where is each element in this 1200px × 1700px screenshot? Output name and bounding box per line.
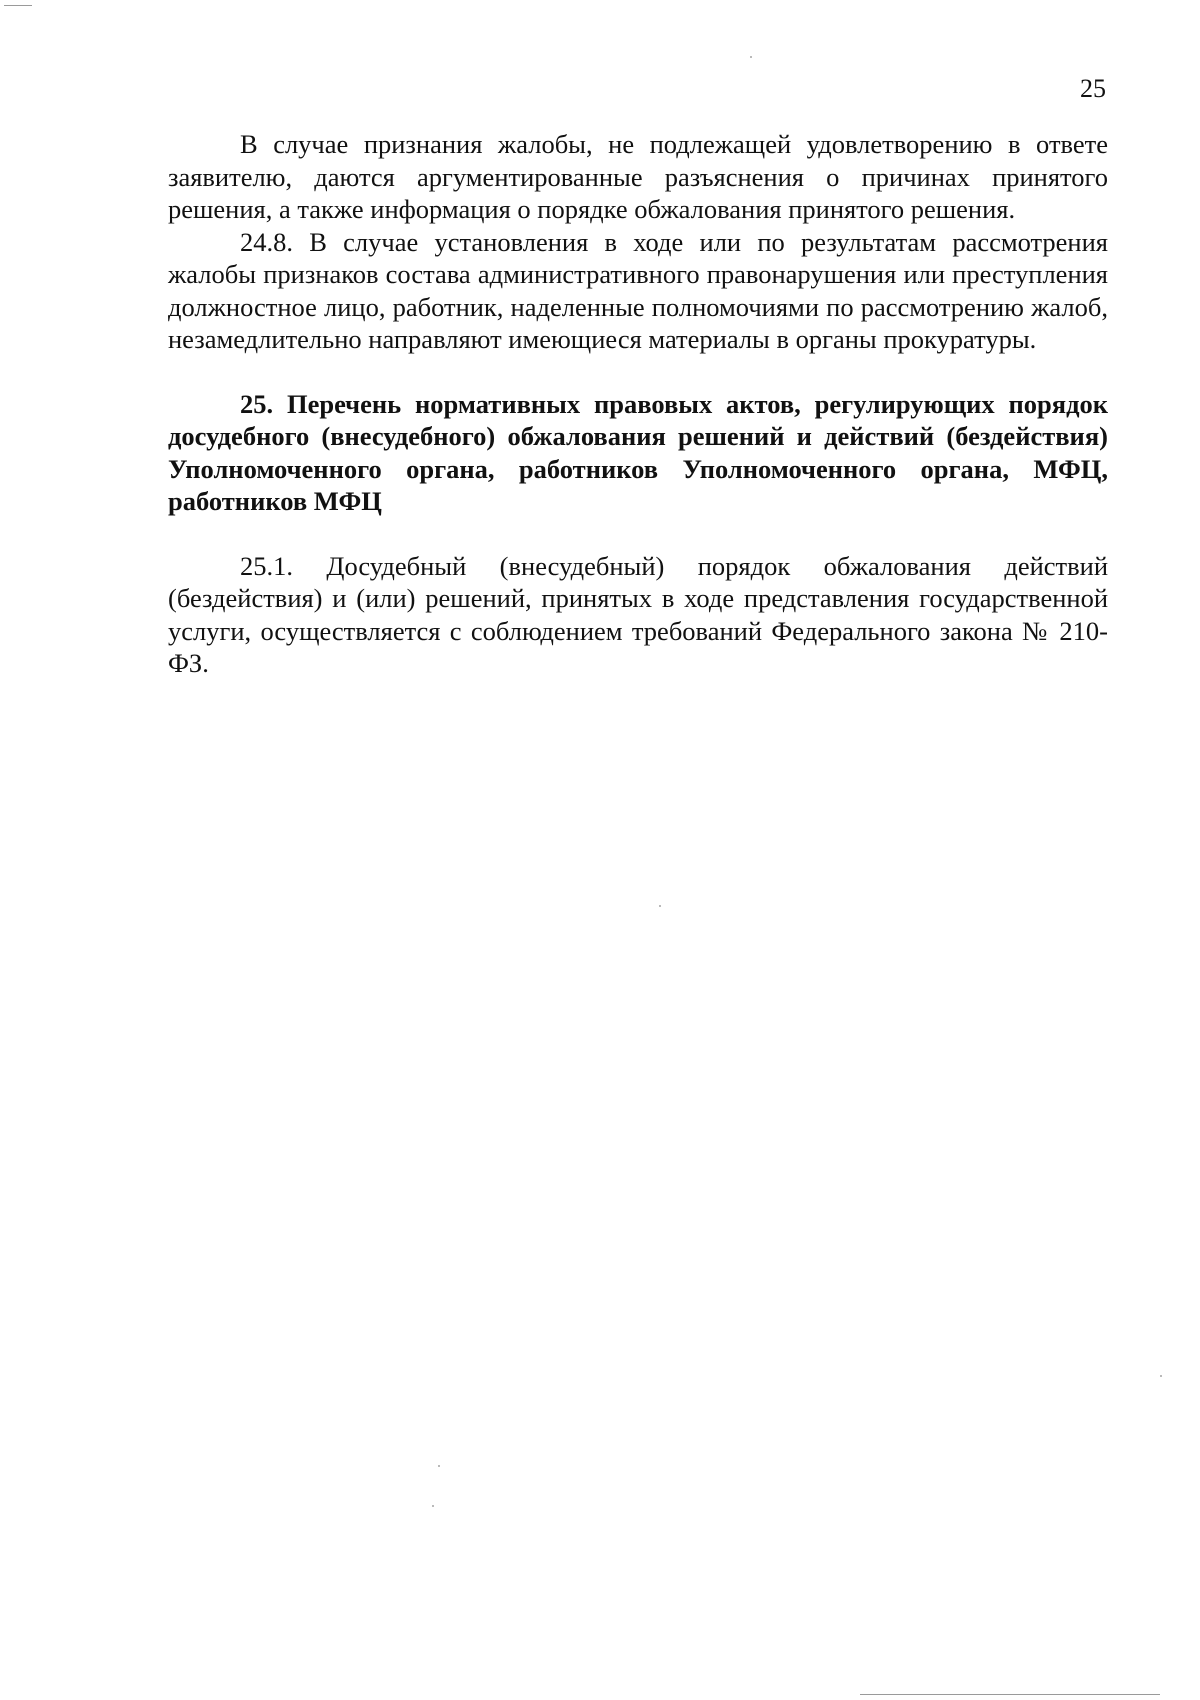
scan-artifact-bottom-edge xyxy=(860,1694,1160,1695)
scan-speck xyxy=(438,1465,440,1467)
scan-speck xyxy=(432,1505,434,1507)
scan-speck xyxy=(659,905,661,907)
scan-speck xyxy=(1160,1375,1162,1377)
paragraph-24-8: 24.8. В случае установления в ходе или по результатам рассмотрения жалобы признаков состава административного правонарушения или преступления должностное лицо, работник, наделенные полномочиями по рассмотрению жалоб, незамедлительно направляют имеющиеся материалы в органы прокуратуры. xyxy=(168,226,1108,354)
page-number: 25 xyxy=(1080,74,1106,103)
scan-artifact-top-left xyxy=(4,5,32,6)
paragraph-complaint-rejection: В случае признания жалобы, не подлежащей удовлетворению в ответе заявителю, даются аргументированные разъяснения о причинах принятого решения, а также информация о порядке обжалования принятого решения. xyxy=(168,129,1108,224)
scan-speck xyxy=(750,56,752,58)
document-body xyxy=(168,128,1108,680)
section-heading-25: 25. Перечень нормативных правовых актов, регулирующих порядок досудебного (внесудебного) обжалования решений и действий (бездействия) Уполномоченного органа, работников Уполномоченного органа, МФЦ, работников МФЦ xyxy=(168,388,1108,516)
paragraph-25-1: 25.1. Досудебный (внесудебный) порядок обжалования действий (бездействия) и (или) решений, принятых в ходе представления государственной услуги, осуществляется с соблюдением требований Федерального закона № 210-ФЗ. xyxy=(168,550,1108,678)
